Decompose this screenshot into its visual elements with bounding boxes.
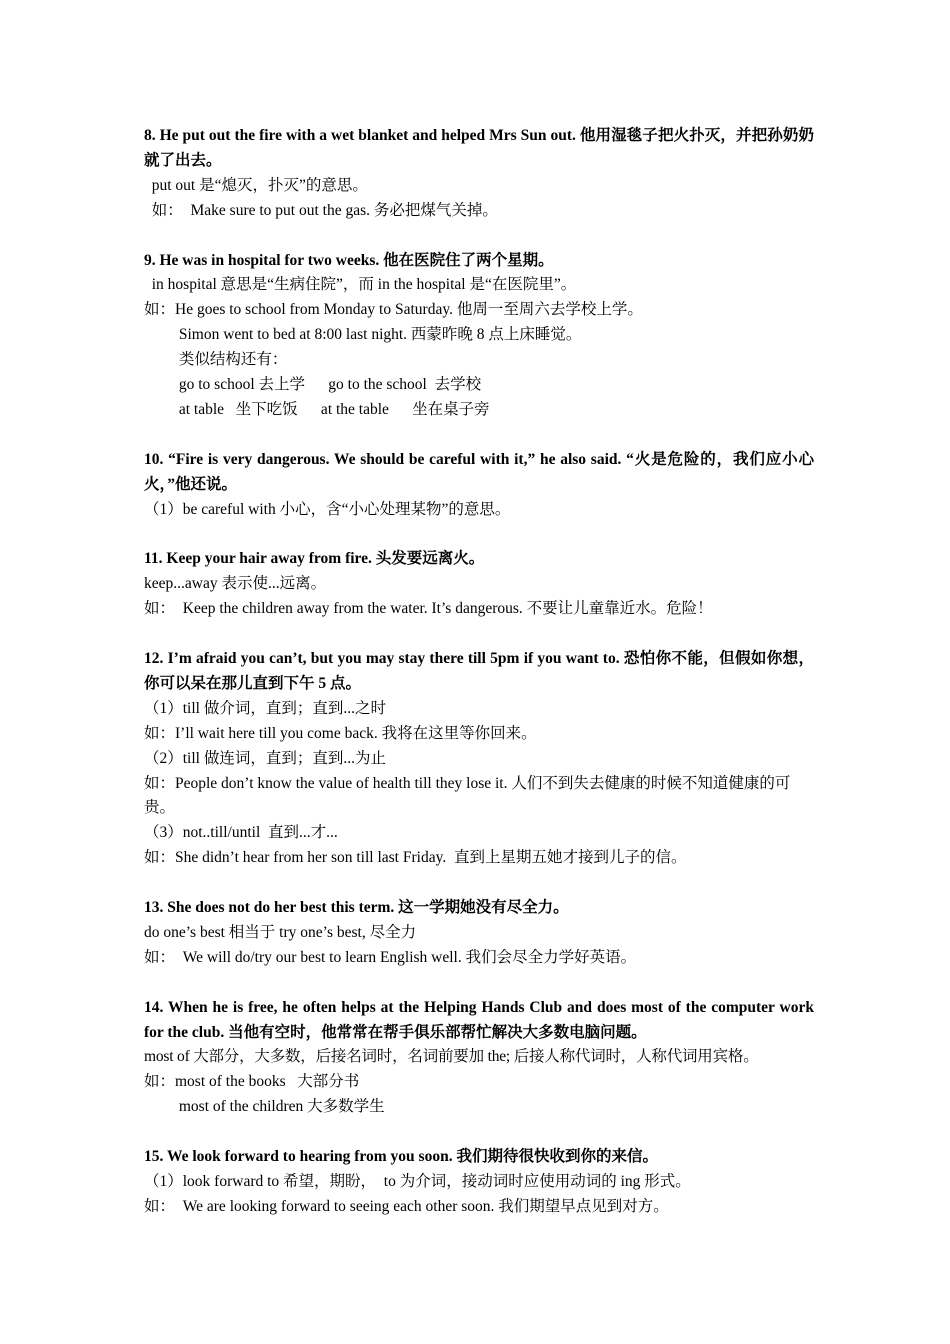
section-12-line-3: （2）till 做连词，直到；直到...为止 [144, 749, 386, 767]
spacer [144, 224, 814, 249]
spacer [144, 971, 814, 996]
section-14-line-3: most of the children 大多数学生 [144, 1098, 385, 1116]
spacer [144, 871, 814, 896]
section-10-line-1: （1）be careful with 小心，含“小心处理某物”的意思。 [144, 500, 511, 518]
spacer [144, 1120, 814, 1145]
section-9-line-5: go to school 去上学 go to the school 去学校 [144, 376, 482, 394]
section-15-heading: 15. We look forward to hearing from you soon. 我们期待很快收到你的来信。 [144, 1148, 658, 1166]
section-12-line-5: （3）not..till/until 直到...才... [144, 824, 338, 842]
section-9-line-2: 如：He goes to school from Monday to Saturday. 他周一至周六去学校上学。 [144, 301, 643, 319]
section-9-line-1: in hospital 意思是“生病住院”，而 in the hospital 是“在医院里”。 [144, 276, 577, 294]
section-12-line-1: （1）till 做介词，直到；直到...之时 [144, 699, 386, 717]
section-12-heading: 12. I’m afraid you can’t, but you may stay there till 5pm if you want to. 恐怕你不能，但假如你想，你可以呆在那儿直到下午 5 点。 [144, 649, 814, 692]
section-8-line-2: 如： Make sure to put out the gas. 务必把煤气关掉。 [144, 201, 498, 219]
document-page [144, 124, 814, 1220]
section-9-line-6: at table 坐下吃饭 at the table 坐在桌子旁 [144, 400, 490, 418]
section-9-heading: 9. He was in hospital for two weeks. 他在医院住了两个星期。 [144, 251, 554, 269]
section-12-line-4: 如：People don’t know the value of health till they lose it. 人们不到失去健康的时候不知道健康的可贵。 [144, 774, 791, 817]
section-14-line-1: most of 大部分，大多数，后接名词时，名词前要加 the; 后接人称代词时，人称代词用宾格。 [144, 1048, 759, 1066]
section-11-line-2: 如： Keep the children away from the water. It’s dangerous. 不要让儿童靠近水。危险！ [144, 600, 713, 618]
section-9-line-3: Simon went to bed at 8:00 last night. 西蒙昨晚 8 点上床睡觉。 [144, 326, 582, 344]
section-10-heading: 10. “Fire is very dangerous. We should be careful with it,” he also said. “火是危险的，我们应小心火，”他还说。 [144, 450, 814, 493]
section-14-line-2: 如：most of the books 大部分书 [144, 1073, 360, 1091]
section-15-line-1: （1）look forward to 希望，期盼， to 为介词，接动词时应使用动词的 ing 形式。 [144, 1172, 691, 1190]
section-8-line-1: put out 是“熄灭，扑灭”的意思。 [144, 176, 368, 194]
spacer [144, 423, 814, 448]
section-11-line-1: keep...away 表示使...远离。 [144, 575, 327, 593]
section-11-heading: 11. Keep your hair away from fire. 头发要远离火。 [144, 550, 485, 568]
spacer [144, 522, 814, 547]
section-9-line-4: 类似结构还有： [144, 351, 288, 369]
section-13-line-2: 如： We will do/try our best to learn English well. 我们会尽全力学好英语。 [144, 948, 637, 966]
section-8-heading: 8. He put out the fire with a wet blanket and helped Mrs Sun out. 他用湿毯子把火扑灭，并把孙奶奶就了出去。 [144, 127, 814, 169]
section-12-line-2: 如：I’ll wait here till you come back. 我将在这里等你回来。 [144, 724, 537, 742]
section-12-line-6: 如：She didn’t hear from her son till last Friday. 直到上星期五她才接到儿子的信。 [144, 849, 687, 867]
section-13-heading: 13. She does not do her best this term. 这一学期她没有尽全力。 [144, 899, 569, 917]
spacer [144, 622, 814, 647]
section-13-line-1: do one’s best 相当于 try one’s best, 尽全力 [144, 923, 417, 941]
section-15-line-2: 如： We are looking forward to seeing each other soon. 我们期望早点见到对方。 [144, 1197, 669, 1215]
section-14-heading: 14. When he is free, he often helps at the Helping Hands Club and does most of the computer work for the club. 当他有空时，他常常在帮手俱乐部帮忙解决大多数电脑问题。 [144, 998, 814, 1041]
